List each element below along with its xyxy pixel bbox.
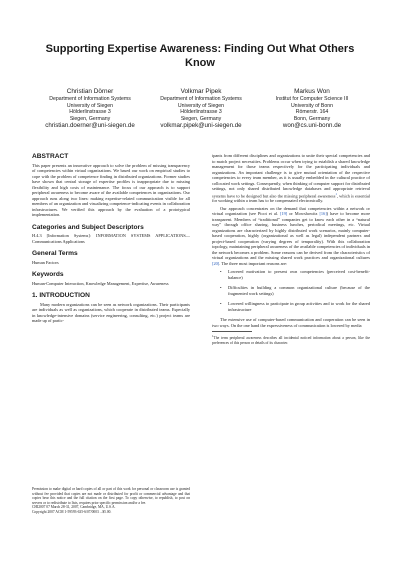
citation-link[interactable]: [20] xyxy=(212,260,220,266)
abstract-text: This paper presents an innovative approach to solve the problem of missing transparency of competencies within virtual organizations. We based our work on empirical studies to cope with the problem of competence finding in distributed organizations. Former studies have shown that central storage of expertise profiles is inappropriate due to missing flexibility and high costs of maintenance. The focus of our approach is to support peripheral awareness to become aware of the available competences in organizations. Our approach runs along two lines: making expertise-related communication visible for all members of an organization and visualizing competence-indicating events in collaboration infrastructures. We verified this approach by the evaluation of a prototypical implementation. xyxy=(32,162,190,217)
competencies-paragraph: Our approach concentrates on the demand that competencies within a network or virtual organization (see Picot et al. [19] or Mowshowitz [16]) have to become more transparent. Members of “traditional” companies get to know each other in a “natural way” through office sharing, business lunches, periodical meetings, etc. Virtual organizations are characterized by highly distributed work scenarios, mainly computer-based cooperation, highly (organizational as well as legal) independent partners and project-based cooperation (varying degrees of temporality). With this collaboration topology, maintaining peripheral awareness of the available competencies of individuals in the network becomes a problem. Some reasons can be derived from the characteristics of virtual organizations and the missing shared work practices and organizational cultures [20]. The three most important reasons are: xyxy=(212,205,370,266)
footnote: $^1$The term peripheral awareness describes all incidental noticed information about a person, like the preferences of this person or details of its character. xyxy=(212,334,370,346)
isbn-line: Copyright 2007 ACM 1-59593-635-6/07/0003 ...$5.00. xyxy=(32,509,112,514)
categories-heading: Categories and Subject Descriptors xyxy=(32,223,144,231)
introduction-heading: 1. INTRODUCTION xyxy=(32,292,90,299)
permission-text: Permission to make digital or hard copies of all or part of this work for personal or classroom use is granted without fee provided that copies are not made or distributed for profit or commercial advantage and that copies bear this notice and the full citation on the first page. To copy otherwise, to republish, to post on servers or to redistribute to lists, requires prior specific permission and/or a fee. xyxy=(32,487,190,505)
author-name: Christian Dörner xyxy=(66,88,114,95)
author-org: University of Bonn xyxy=(290,102,334,109)
footnote-marker[interactable]: 1 xyxy=(335,191,337,196)
author-name: Volkmar Pipek xyxy=(180,88,222,95)
footnote-divider xyxy=(212,331,252,332)
citation-link[interactable]: [16] xyxy=(319,211,327,217)
list-item: • Lowered motivation to present own competencies (perceived cost-benefit-balance) xyxy=(220,269,370,280)
general-terms-heading: General Terms xyxy=(32,250,78,257)
author-street: Römerstr. 164 xyxy=(295,109,329,115)
author-org: University of Siegen xyxy=(66,102,114,109)
author-3 xyxy=(258,88,366,130)
left-column xyxy=(32,153,190,326)
communication-paragraph: The extensive use of computer-based communication and cooperation can be seen in two ways. On the one hand the expressiveness of communication is lowered by media xyxy=(212,317,370,328)
author-1 xyxy=(36,88,144,130)
author-dept: Department of Information Systems xyxy=(49,96,131,102)
author-street: Hölderlinstrasse 3 xyxy=(69,109,111,115)
author-dept: Institut for Computer Science III xyxy=(275,96,349,102)
intro-continuation: ipants from different disciplines and organizations to unite their special competencies and to match project necessities. Problems occur when trying to establish a shared knowledge management for those teams respectively for the participating individuals and organizations. An important challenge is to give mutual orientation of the respective competencies to every team member, as it is usually embedded in the cultural practice of collocated work settings. Consequently, when thinking of computer support for distributed settings, not only shared distributed knowledge databases and appropriate retrieval systems have to be designed but also the missing peripheral awareness$^1$, which is essential for working within a team has to be compensated electronically. xyxy=(212,153,370,204)
author-email: christian.doerner@uni-siegen.de xyxy=(45,122,135,129)
introduction-text: Many modern organizations can be seen as network organizations. Their participants are individuals as well as organizations, which cooperate in distributed teams. Especially in knowledge-intensive domains (service engineering, consulting, etc.) project teams are made up of partic- xyxy=(32,301,190,323)
author-city: Siegen, Germany xyxy=(180,115,222,122)
author-2 xyxy=(147,88,255,130)
author-org: University of Siegen xyxy=(177,102,225,109)
footnote-number: 1 xyxy=(212,334,214,339)
author-street: Hölderlinstrasse 3 xyxy=(180,109,222,115)
general-terms-text: Human Factors xyxy=(32,259,59,265)
author-dept: Department of Information Systems xyxy=(160,96,242,102)
author-name: Markus Won xyxy=(294,88,330,95)
reasons-list xyxy=(220,269,370,312)
paper-title: Supporting Expertise Awareness: Finding Out What Others Know xyxy=(45,43,355,69)
list-item: • Lowered willingness to participate in group activities and to work for the shared infrastructure xyxy=(220,301,370,312)
abstract-heading: ABSTRACT xyxy=(32,153,69,160)
right-column xyxy=(212,153,370,346)
author-block xyxy=(36,88,366,130)
citation-link[interactable]: [19] xyxy=(280,211,288,217)
list-item: • Difficulties in building a common organizational culture (because of the fragmented work settings) xyxy=(220,285,370,296)
keywords-text: Human-Computer Interaction, Knowledge Management, Expertise, Awareness xyxy=(32,280,169,286)
conference-line: CHI2007 07 March 28-31, 2007, Cambridge, MA, U.S.A. xyxy=(32,505,116,509)
categories-text: H.4.3 [Information Systems]: INFORMATION SYSTEMS APPLICATIONS—Communications Applications xyxy=(32,233,190,244)
author-city: Siegen, Germany xyxy=(69,115,111,122)
author-email: volkmar.pipek@uni-siegen.de xyxy=(160,122,242,129)
permission-notice xyxy=(32,487,190,514)
author-city: Bonn, Germany xyxy=(293,115,331,122)
keywords-heading: Keywords xyxy=(32,271,64,278)
author-email: won@cs.uni-bonn.de xyxy=(282,122,342,129)
